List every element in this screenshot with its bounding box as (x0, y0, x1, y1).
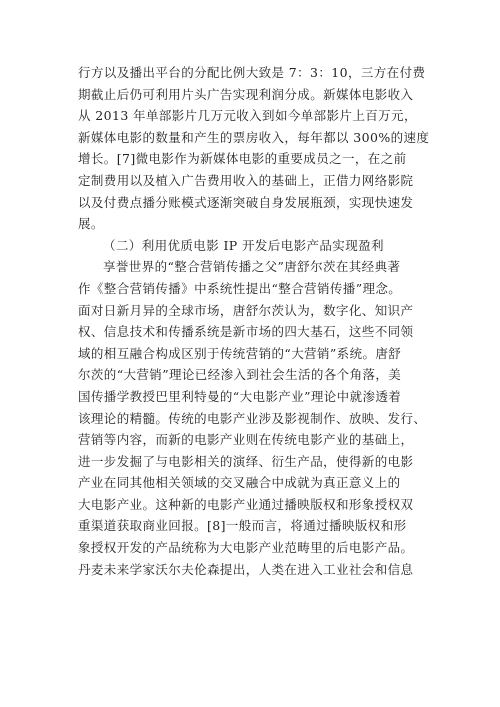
text-line: 定制费用以及植入广告费用收入的基础上，正借力网络影院 (78, 172, 414, 188)
text-line: 期截止后仍可利用片头广告实现利润分成。新媒体电影收入 (78, 86, 414, 102)
section-heading: （二）利用优质电影 IP 开发后电影产品实现盈利 (103, 237, 384, 253)
text-line: 展。 (78, 216, 104, 232)
text-line: 象授权开发的产品统称为大电影产业范畴里的后电影产品。 (78, 540, 414, 556)
text-line: 行方以及播出平台的分配比例大致是 7：3：10，三方在付费 (78, 65, 426, 80)
text-line: 营销等内容，而新的电影产业则在传统电影产业的基础上， (78, 432, 414, 448)
text-line: 重渠道获取商业回报。[8]一般而言，将通过播映版权和形 (78, 518, 407, 534)
text-line: 享誉世界的“整合营销传播之父”唐舒尔茨在其经典著 (103, 259, 401, 275)
text-line: 国传播学教授巴里利特曼的“大电影产业”理论中就渗透着 (78, 388, 402, 404)
text-line: 丹麦未来学家沃尔夫伦森提出，人类在进入工业社会和信息 (78, 561, 414, 577)
text-line: 以及付费点播分账模式逐渐突破自身发展瓶颈，实现快速发 (78, 194, 414, 210)
text-line: 该理论的精髓。传统的电影产业涉及影视制作、放映、发行、 (78, 410, 427, 426)
text-line: 新媒体电影的数量和产生的票房收入，每年都以 300%的速度 (78, 129, 430, 145)
text-line: 产业在同其他相关领域的交叉融合中成就为真正意义上的 (78, 475, 401, 491)
text-line: 进一步发掘了与电影相关的演绎、衍生产品，使得新的电影 (78, 453, 414, 469)
text-line: 域的相互融合构成区别于传统营销的“大营销”系统。唐舒 (78, 345, 402, 361)
text-line: 大电影产业。这种新的电影产业通过播映版权和形象授权双 (78, 496, 414, 512)
text-line: 从 2013 年单部影片几万元收入到如今单部影片上百万元， (78, 108, 417, 124)
text-line: 权、信息技术和传播系统是新市场的四大基石，这些不同领 (78, 324, 414, 340)
text-line: 面对日新月异的全球市场，唐舒尔茨认为，数字化、知识产 (78, 302, 414, 318)
body-text (78, 62, 438, 580)
text-line: 增长。[7]微电影作为新媒体电影的重要成员之一，在之前 (78, 151, 407, 167)
text-line: 作《整合营销传播》中系统性提出“整合营销传播”理念。 (78, 280, 402, 296)
text-line: 尔茨的“大营销”理论已经渗入到社会生活的各个角落，美 (78, 367, 402, 383)
